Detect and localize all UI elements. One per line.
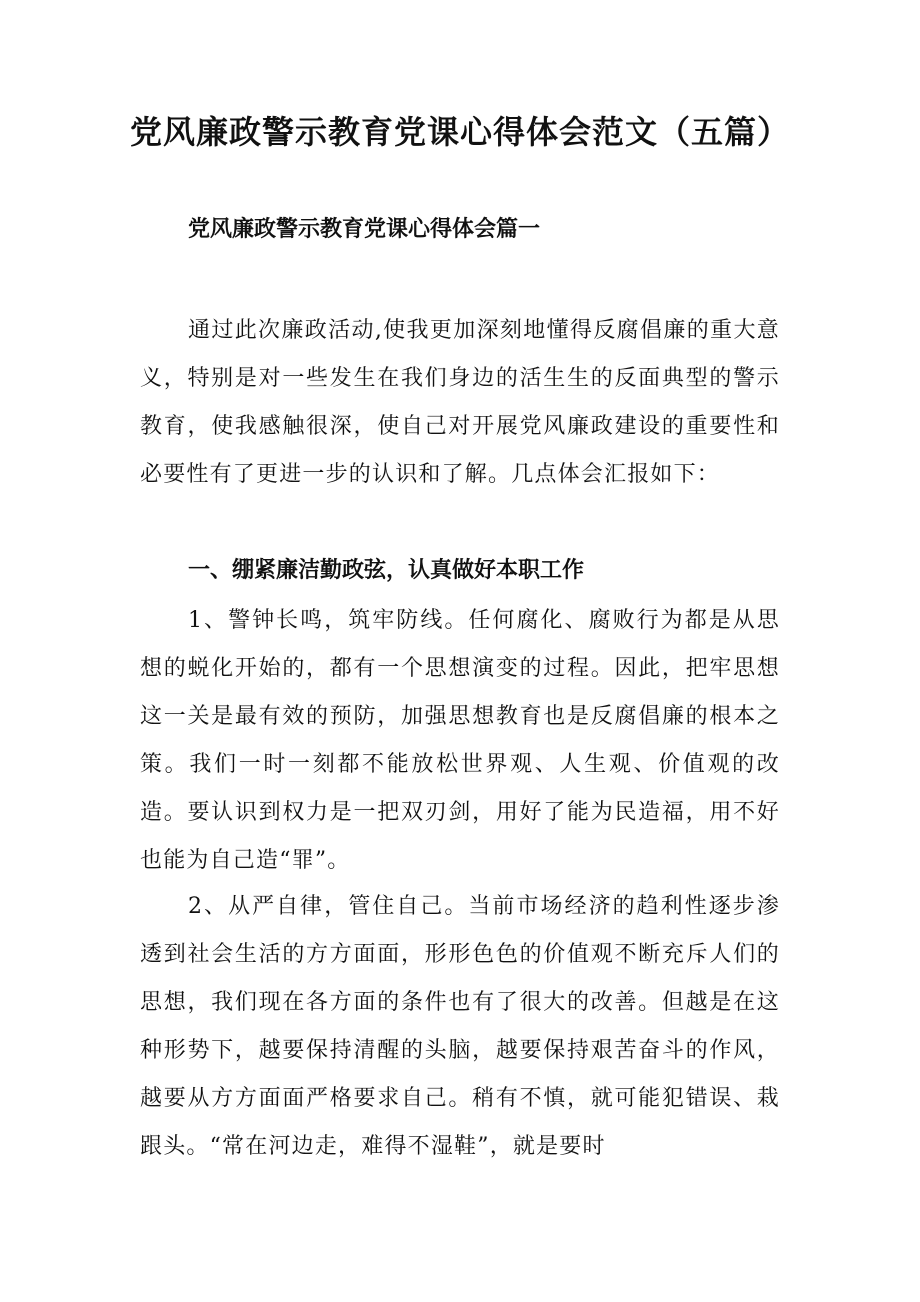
paragraph-point-1: 1、警钟长鸣，筑牢防线。任何腐化、腐败行为都是从思想的蜕化开始的，都有一个思想演变的过程。因此，把牢思想这一关是最有效的预防，加强思想教育也是反腐倡廉的根本之策。我们一时一刻都不能放松世界观、人生观、价值观的改造。要认识到权力是一把双刃剑，用好了能为民造福，用不好也能为自己造“罪”。 [140,608,780,873]
sub-heading-1: 一、绷紧廉洁勤政弦，认真做好本职工作 [188,558,585,583]
document-title: 党风廉政警示教育党课心得体会范文（五篇） [129,113,790,151]
paragraph-point-2: 2、从严自律，管住自己。当前市场经济的趋利性逐步渗透到社会生活的方方面面，形形色色的价值观不断充斥人们的思想，我们现在各方面的条件也有了很大的改善。但越是在这种形势下，越要保持清醒的头脑，越要保持艰苦奋斗的作风，越要从方方面面严格要求自己。稍有不慎，就可能犯错误、栽跟头。“常在河边走，难得不湿鞋”，就是要时 [140,894,780,1159]
intro-paragraph: 通过此次廉政活动,使我更加深刻地懂得反腐倡廉的重大意义，特别是对一些发生在我们身边的活生生的反面典型的警示教育，使我感触很深，使自己对开展党风廉政建设的重要性和必要性有了更进一步的认识和了解。几点体会汇报如下： [140,318,780,487]
section-title: 党风廉政警示教育党课心得体会篇一 [188,217,541,242]
